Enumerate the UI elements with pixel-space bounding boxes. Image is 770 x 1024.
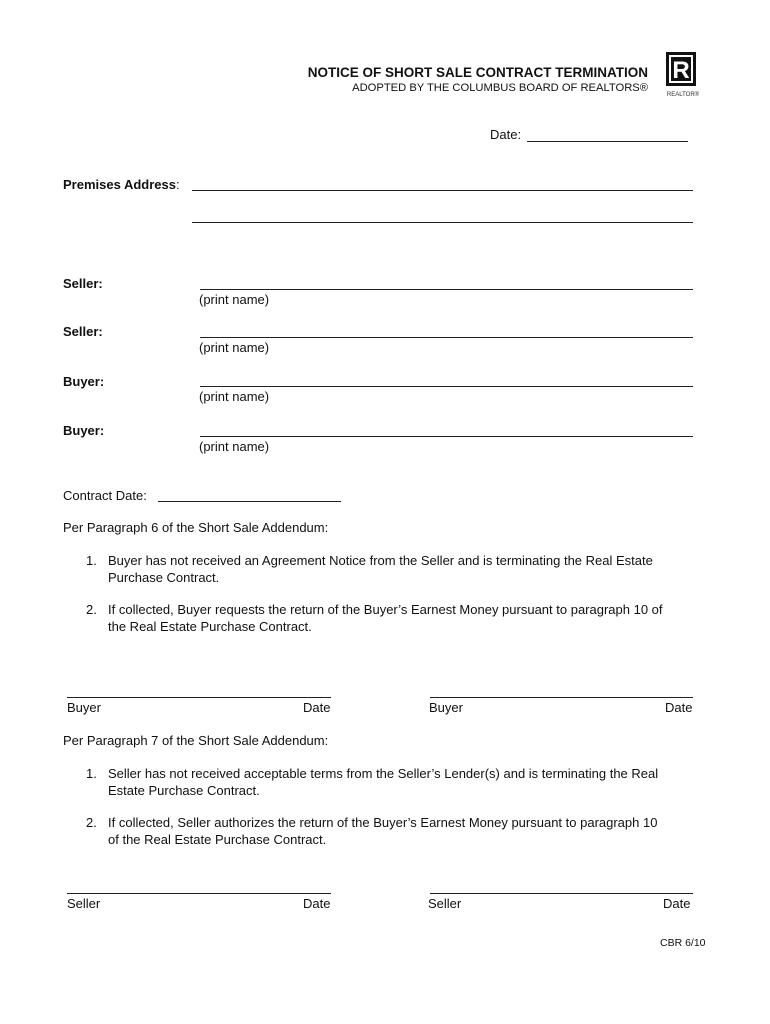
buyer-signature-label-2: Buyer [429,700,463,715]
buyer-2-field[interactable] [200,436,693,437]
realtor-logo [664,51,702,103]
section-6-item-2-number: 2. [86,602,97,617]
realtor-logo-caption: REALTOR® [666,92,700,98]
section-6-item-1-text: Buyer has not received an Agreement Notice from the Seller and is terminating the Real Estate Purchase Contract. [108,553,653,585]
premises-address-field-2[interactable] [192,222,693,223]
seller-1-field[interactable] [200,289,693,290]
section-7-item-2-text: If collected, Seller authorizes the return of the Buyer’s Earnest Money pursuant to paragraph 10 of the Real Estate Purchase Contract. [108,815,658,847]
section-7-item-2-number: 2. [86,815,97,830]
seller-1-hint: (print name) [199,292,270,307]
buyer-signature-date-label-1: Date [303,700,331,715]
buyer-1-label: Buyer: [63,374,105,389]
seller-signature-date-label-2: Date [663,896,691,911]
seller-signature-label-2: Seller [428,896,462,911]
buyer-1-field[interactable] [200,386,693,387]
seller-2-hint: (print name) [199,340,270,355]
buyer-1-hint: (print name) [199,389,270,404]
buyer-signature-line-2[interactable] [430,697,693,698]
contract-date-label: Contract Date: [63,488,147,503]
section-7-item-1-text: Seller has not received acceptable terms from the Seller’s Lender(s) and is terminating the Real Estate Purchase Contract. [108,766,659,798]
buyer-signature-date-label-2: Date [665,700,693,715]
section-7-item-1-number: 1. [86,766,97,781]
buyer-signature-label-1: Buyer [67,700,101,715]
premises-address-field-1[interactable] [192,190,693,191]
date-field[interactable] [527,141,688,142]
section-6-item-1-number: 1. [86,553,97,568]
seller-signature-date-label-1: Date [303,896,331,911]
seller-2-label: Seller: [63,324,103,339]
section-6-heading: Per Paragraph 6 of the Short Sale Addendum: [63,520,329,535]
seller-signature-label-1: Seller [67,896,101,911]
form-code: CBR 6/10 [660,937,706,949]
seller-signature-line-1[interactable] [67,893,331,894]
buyer-2-hint: (print name) [199,439,270,454]
date-label: Date: [490,127,522,142]
premises-address-label: Premises Address: [63,177,180,192]
buyer-signature-line-1[interactable] [67,697,331,698]
form-subtitle: ADOPTED BY THE COLUMBUS BOARD OF REALTORS® [352,82,648,94]
realtor-logo-letter: R [672,57,690,84]
buyer-2-label: Buyer: [63,423,105,438]
seller-2-field[interactable] [200,337,693,338]
contract-date-field[interactable] [158,501,341,502]
section-6-item-2-text: If collected, Buyer requests the return of the Buyer’s Earnest Money pursuant to paragraph 10 of the Real Estate Purchase Contract. [108,602,663,634]
section-7-heading: Per Paragraph 7 of the Short Sale Addendum: [63,733,329,748]
seller-signature-line-2[interactable] [430,893,693,894]
seller-1-label: Seller: [63,276,103,291]
form-title: NOTICE OF SHORT SALE CONTRACT TERMINATION [307,65,648,80]
